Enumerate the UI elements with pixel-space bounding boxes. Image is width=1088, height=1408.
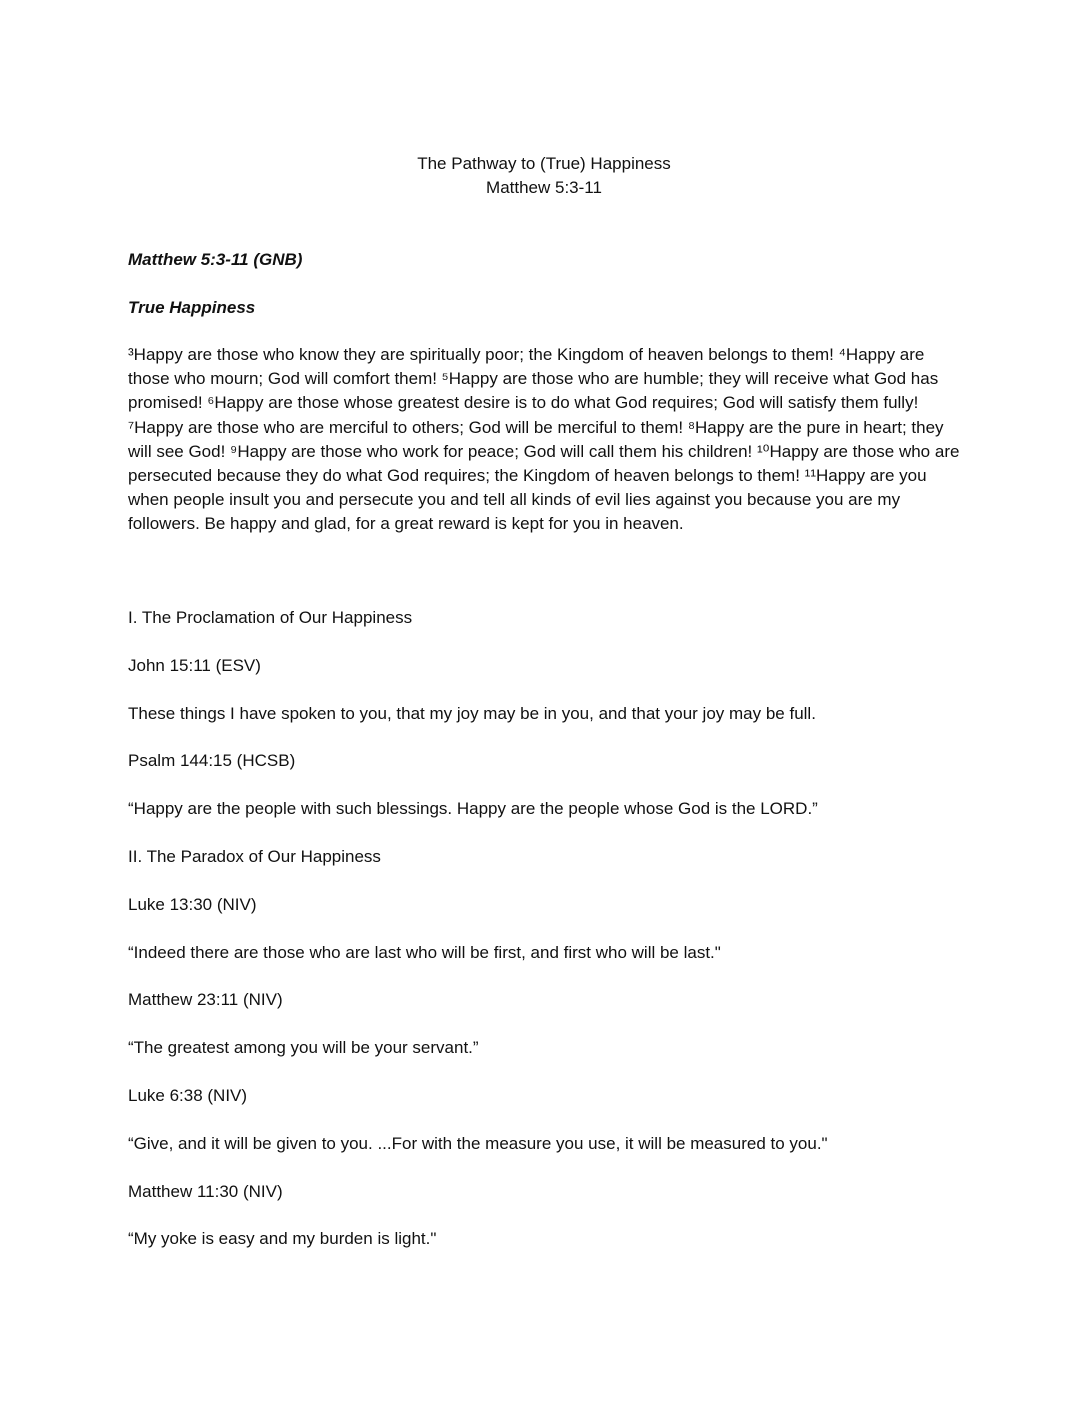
scripture-text-john: These things I have spoken to you, that my joy may be in you, and that your joy may be full. [128, 704, 816, 723]
section-heading: True Happiness [128, 298, 256, 317]
scripture-reference-matt23: Matthew 23:11 (NIV) [128, 990, 283, 1009]
point-heading-2: II. The Paradox of Our Happiness [128, 847, 381, 866]
scripture-text-luke13: “Indeed there are those who are last who will be first, and first who will be last." [128, 943, 721, 962]
title-block [0, 152, 1088, 200]
scripture-reference-matt11: Matthew 11:30 (NIV) [128, 1182, 283, 1201]
passage-heading: Matthew 5:3-11 (GNB) [128, 250, 303, 269]
scripture-reference-luke6: Luke 6:38 (NIV) [128, 1086, 248, 1105]
scripture-reference-john: John 15:11 (ESV) [128, 656, 261, 675]
scripture-text-matt23: “The greatest among you will be your servant.” [128, 1038, 479, 1057]
scripture-text-matt11: “My yoke is easy and my burden is light." [128, 1229, 437, 1248]
document-title: The Pathway to (True) Happiness [417, 154, 671, 173]
point-heading-1: I. The Proclamation of Our Happiness [128, 608, 413, 627]
scripture-reference-psalm: Psalm 144:15 (HCSB) [128, 751, 296, 770]
passage-text: ³Happy are those who know they are spiritually poor; the Kingdom of heaven belongs to them! ⁴Happy are those who mourn; God will comfort them! ⁵Happy are those who are humble; they will receive what God has promised! ⁶Happy are those whose greatest desire is to do what God requires; God will satisfy them fully! ⁷Happy are those who are merciful to others; God will be merciful to them! ⁸Happy are the pure in heart; they will see God! ⁹Happy are those who work for peace; God will call them his children! ¹⁰Happy are those who are persecuted because they do what God requires; the Kingdom of heaven belongs to them! ¹¹Happy are you when people insult you and persecute you and tell all kinds of evil lies against you because you are my followers. Be happy and glad, for a great reward is kept for you in heaven. [128, 345, 960, 534]
scripture-text-luke6: “Give, and it will be given to you. ...For with the measure you use, it will be measured to you." [128, 1134, 828, 1153]
document-subtitle: Matthew 5:3-11 [486, 178, 602, 197]
scripture-text-psalm: “Happy are the people with such blessings. Happy are the people whose God is the LORD.” [128, 799, 818, 818]
scripture-reference-luke13: Luke 13:30 (NIV) [128, 895, 257, 914]
